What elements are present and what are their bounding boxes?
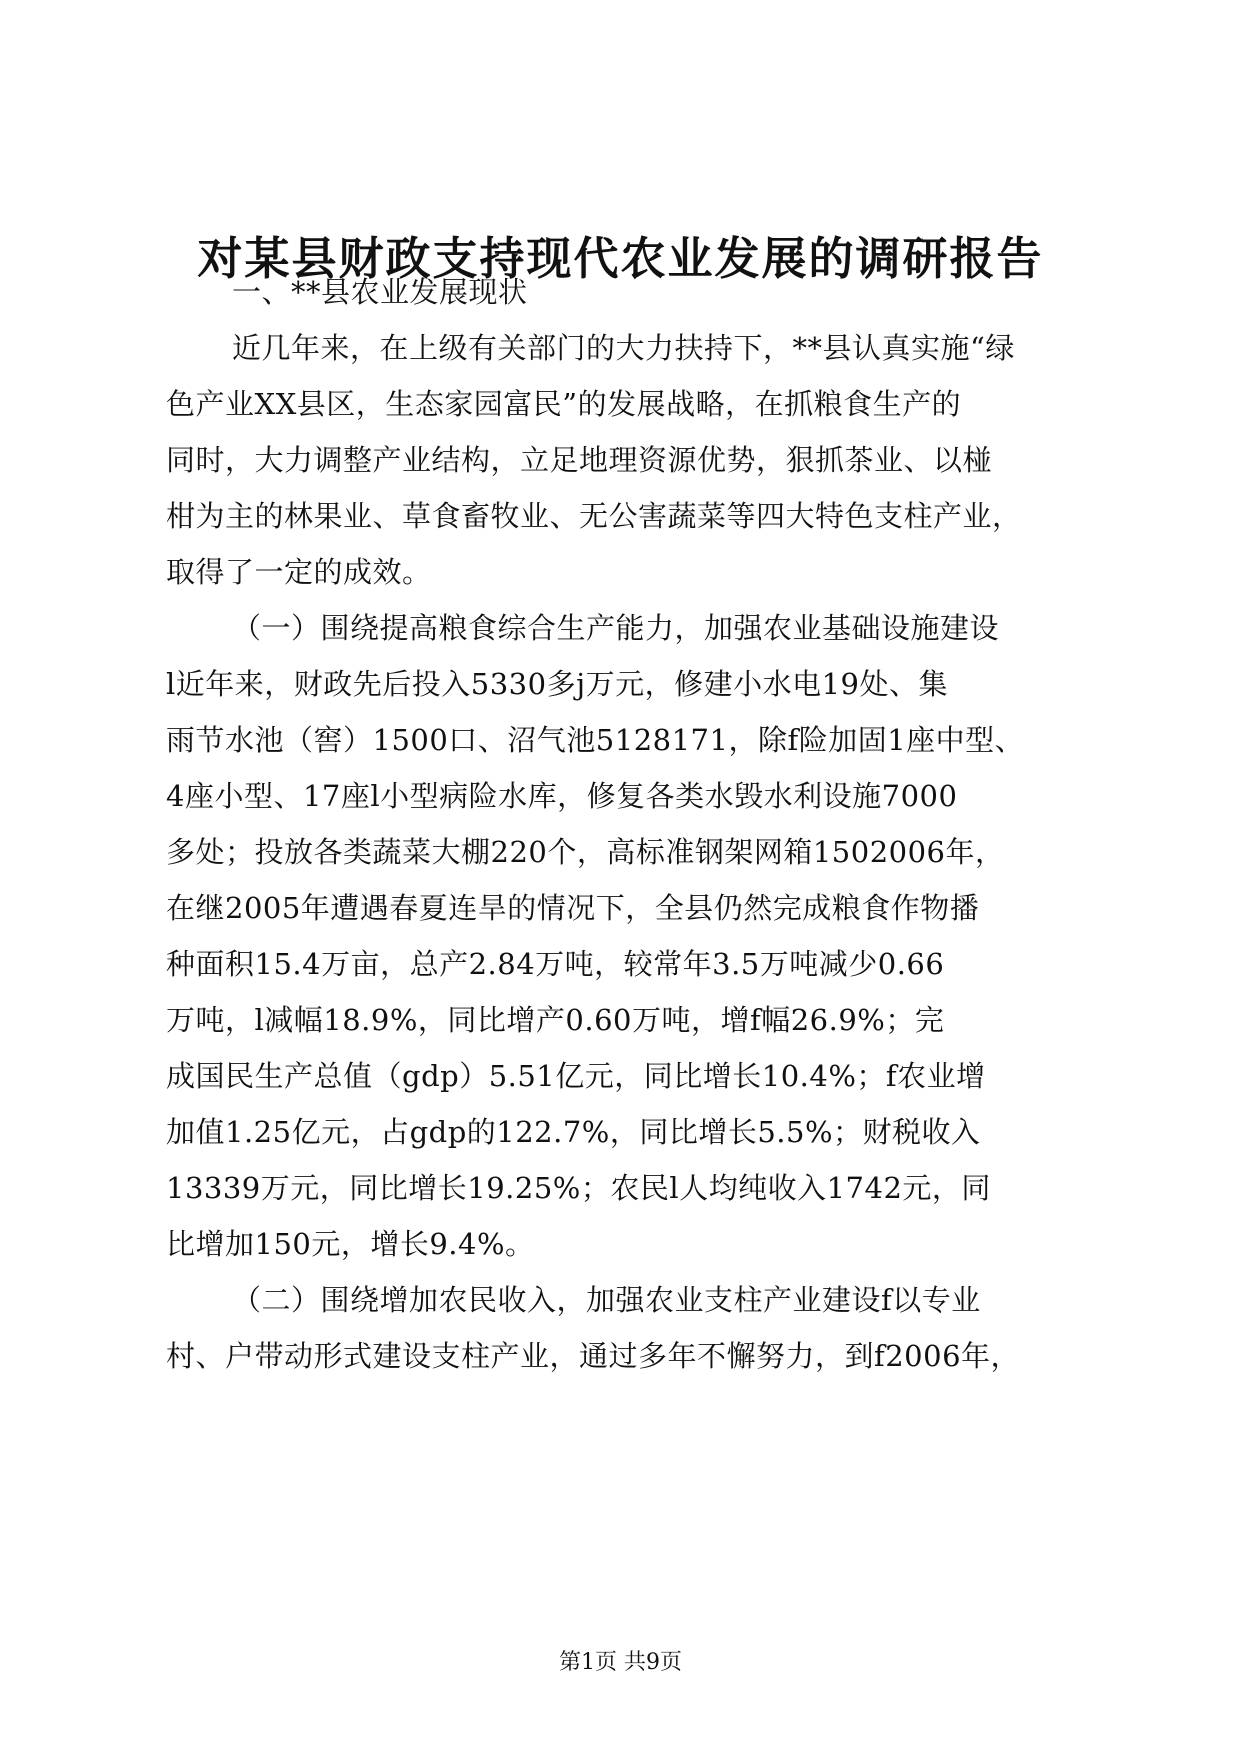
paragraph-line: 万吨，l减幅18.9%，同比增产0.60万吨，增f幅26.9%；完: [166, 1003, 945, 1037]
subsection-heading-1: （一）围绕提高粮食综合生产能力，加强农业基础设施建设: [232, 611, 1000, 645]
paragraph-line: 多处；投放各类蔬菜大棚220个，高标准钢架网箱1502006年，: [166, 835, 1005, 869]
paragraph-line: 加值1.25亿元，占gdp的122.7%，同比增长5.5%；财税收入: [166, 1115, 981, 1149]
subsection-heading-2: （二）围绕增加农民收入，加强农业支柱产业建设f以专业: [232, 1283, 981, 1317]
paragraph-line: 在继2005年遭遇春夏连旱的情况下，全县仍然完成粮食作物播: [166, 891, 980, 925]
page-number: 第1页 共9页: [559, 1650, 682, 1675]
paragraph-line: 同时，大力调整产业结构，立足地理资源优势，狠抓茶业、以椪: [166, 443, 993, 477]
paragraph-line: 柑为主的林果业、草食畜牧业、无公害蔬菜等四大特色支柱产业，: [166, 499, 1022, 533]
paragraph-line: 13339万元，同比增长19.25%；农民l人均纯收入1742元，同: [166, 1171, 991, 1205]
paragraph-line: 近几年来，在上级有关部门的大力扶持下，**县认真实施“绿: [232, 331, 1015, 365]
paragraph-line: 种面积15.4万亩，总产2.84万吨，较常年3.5万吨减少0.66: [166, 947, 945, 981]
paragraph-line: 4座小型、17座l小型病险水库，修复各类水毁水利设施7000: [166, 779, 958, 813]
document-title: 对某县财政支持现代农业发展的调研报告: [197, 232, 1044, 285]
paragraph-line: 成国民生产总值（gdp）5.51亿元，同比增长10.4%；f农业增: [166, 1059, 986, 1093]
paragraph-line: 村、户带动形式建设支柱产业，通过多年不懈努力，到f2006年，: [166, 1339, 1021, 1373]
paragraph-line: l近年来，财政先后投入5330多j万元，修建小水电19处、集: [166, 667, 948, 701]
section-heading-1: 一、**县农业发展现状: [232, 275, 528, 309]
paragraph-line: 色产业XX县区，生态家园富民”的发展战略，在抓粮食生产的: [166, 387, 962, 421]
paragraph-line: 雨节水池（窖）1500口、沼气池5128171，除f险加固1座中型、: [166, 723, 1025, 757]
paragraph-line: 比增加150元，增长9.4%。: [166, 1227, 535, 1261]
paragraph-line: 取得了一定的成效。: [166, 555, 432, 589]
